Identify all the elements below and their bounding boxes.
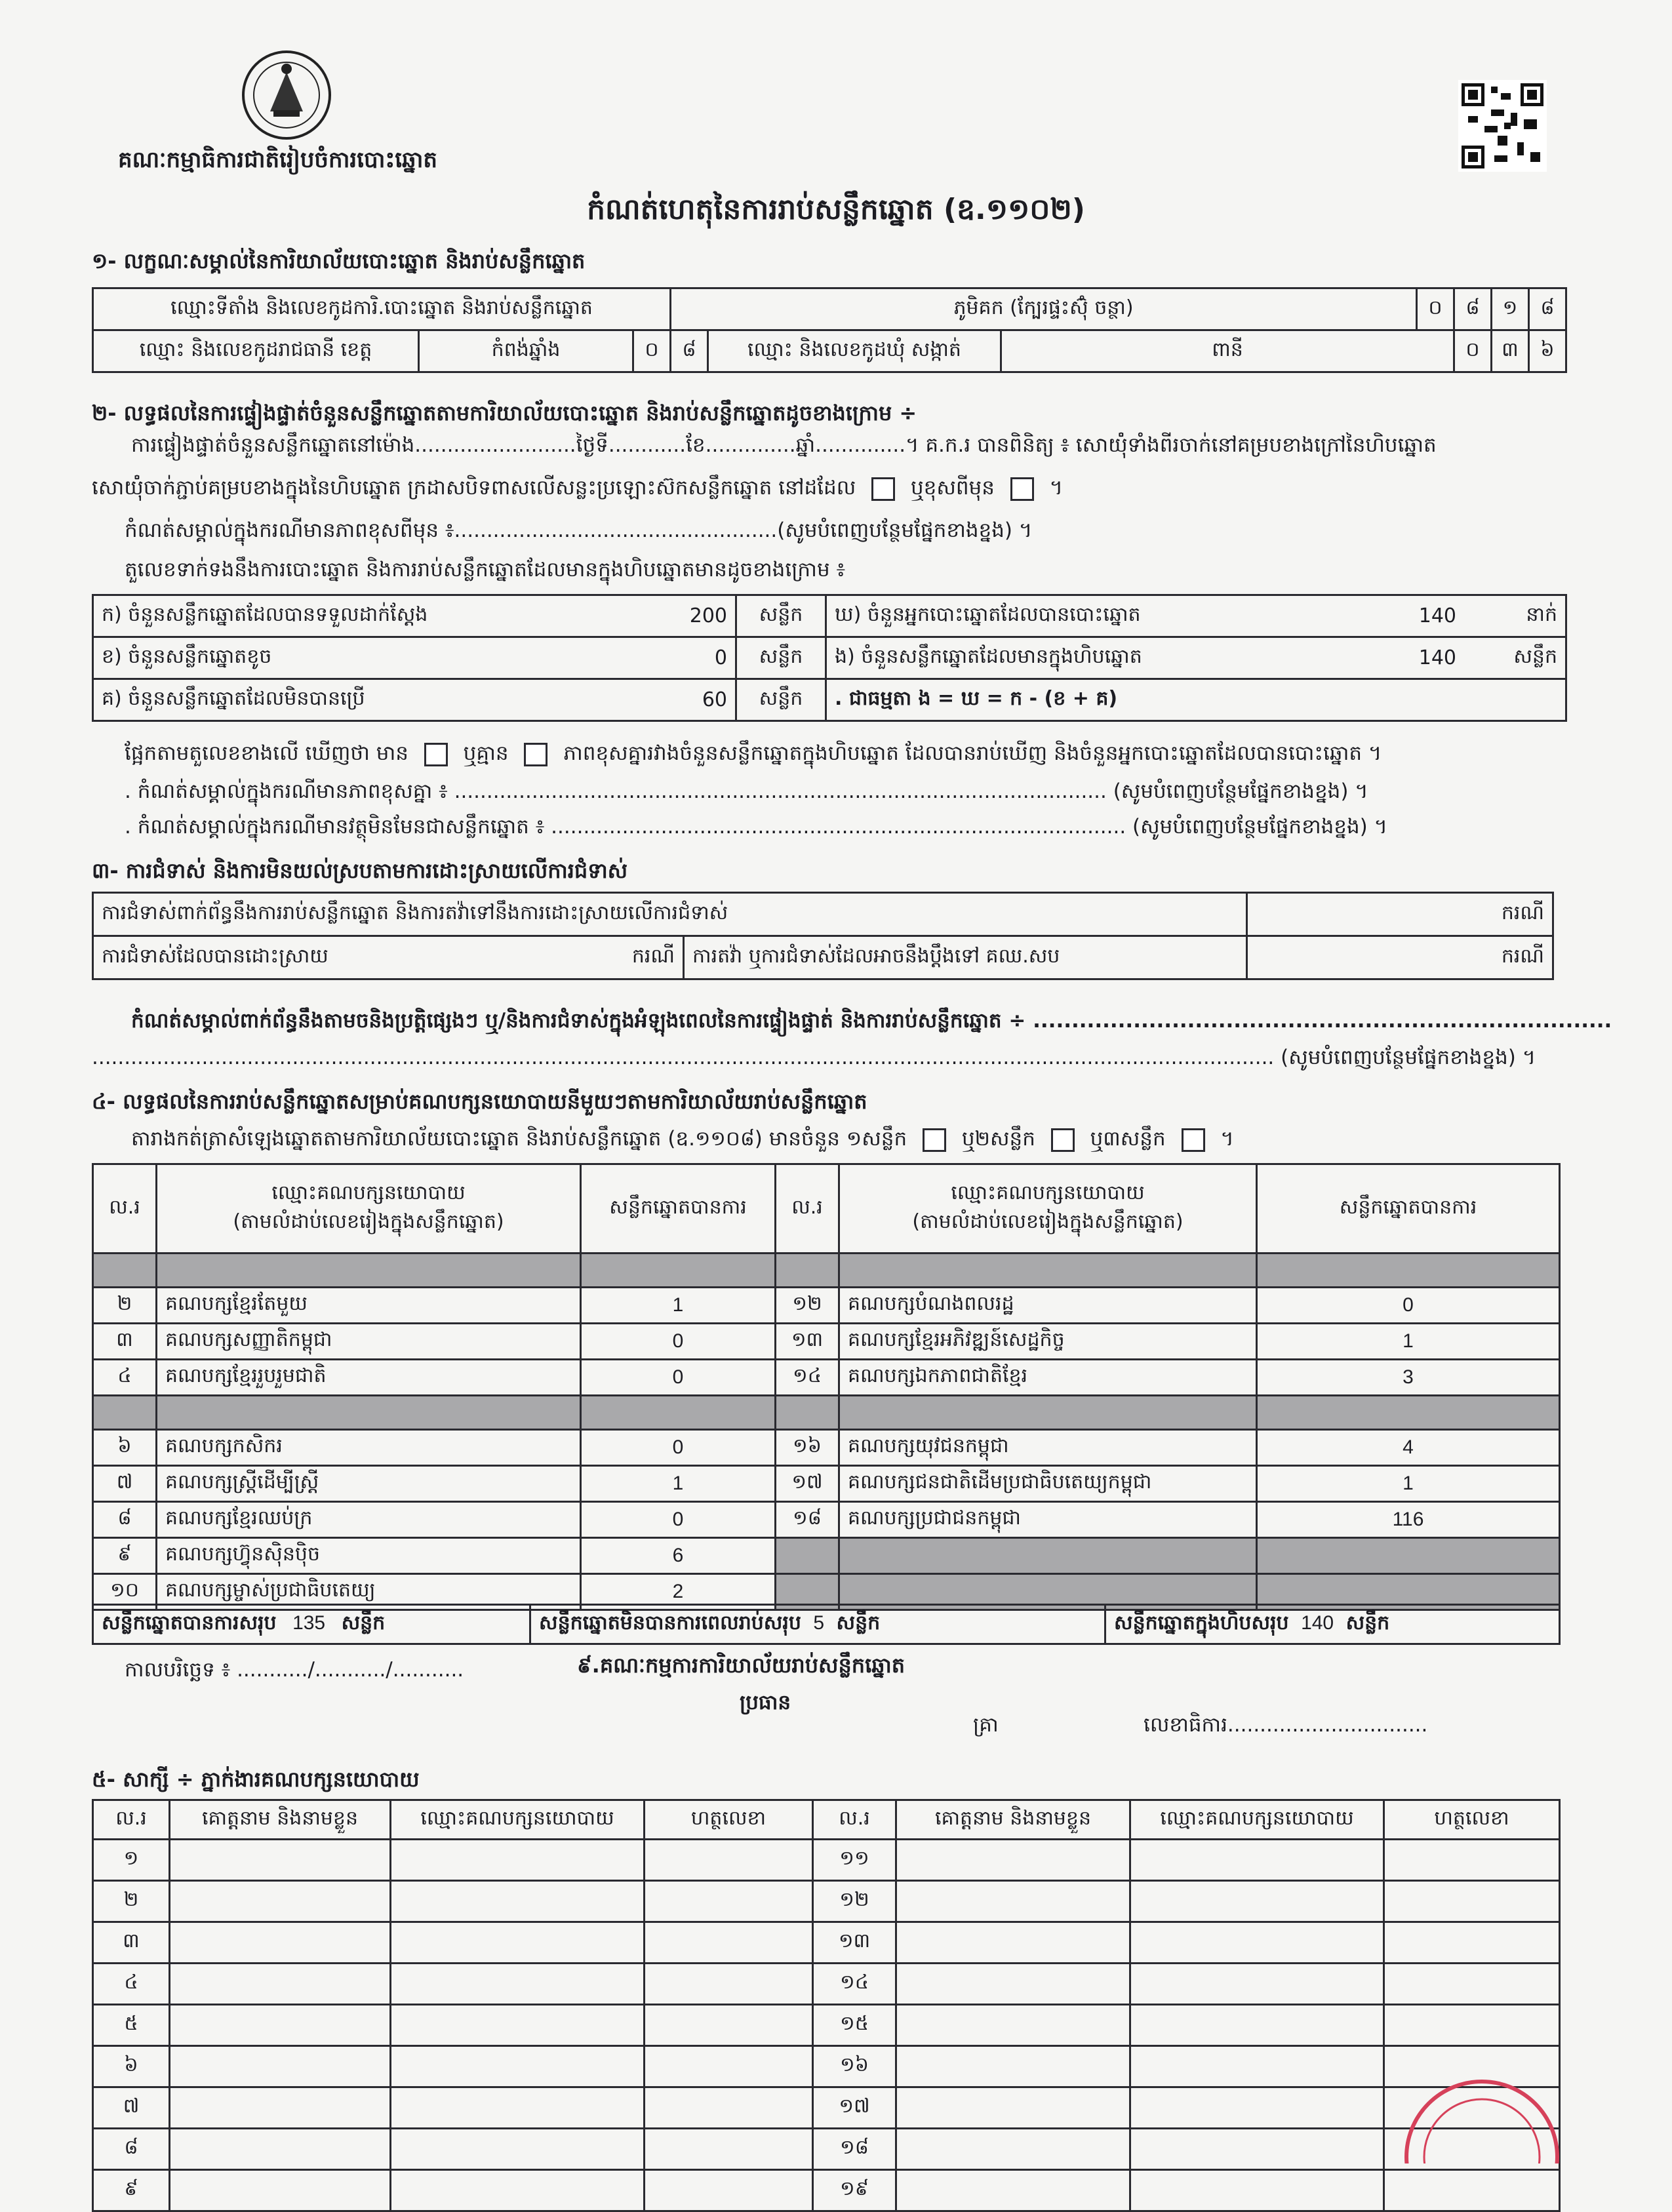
total-invalid-label: សន្លឹកឆ្នោតមិនបានការពេលរាប់សរុប bbox=[539, 1611, 801, 1634]
witness-name-field[interactable] bbox=[170, 2005, 391, 2046]
commune-value: ពានី bbox=[1001, 330, 1454, 372]
witness-party-field[interactable] bbox=[1130, 2046, 1384, 2087]
witness-col-no-right: ល.រ bbox=[813, 1800, 896, 1840]
total-box-unit: សន្លឹក bbox=[1345, 1611, 1390, 1634]
commune-code-digit: ៣ bbox=[1492, 330, 1529, 372]
tally-sheet-line bbox=[131, 1126, 1234, 1156]
party-votes: 0 bbox=[581, 1360, 776, 1396]
col-votes-header: សន្លឹកឆ្នោតបានការ bbox=[581, 1164, 776, 1254]
witness-col-sign-right: ហត្ថលេខា bbox=[1384, 1800, 1560, 1840]
discrepancy-line bbox=[125, 741, 1382, 770]
count-b-unit: សន្លឹក bbox=[736, 637, 826, 679]
complaints-label: ការជំទាស់ពាក់ព័ន្ធនឹងការរាប់សន្លឹកឆ្នោត និងការតវ៉ាទៅនឹងការដោះស្រាយលើការជំទាស់ bbox=[93, 893, 1247, 936]
witness-number: ៧ bbox=[93, 2087, 170, 2129]
count-c-unit: សន្លឹក bbox=[736, 679, 826, 721]
witness-row bbox=[93, 1881, 1560, 1922]
resolved-label: ការជំទាស់ដែលបានដោះស្រាយ bbox=[93, 936, 569, 979]
total-invalid-value: 5 bbox=[813, 1611, 825, 1634]
party-votes bbox=[1257, 1254, 1560, 1288]
witness-number: ៥ bbox=[93, 2005, 170, 2046]
witness-number: ១២ bbox=[813, 1881, 896, 1922]
party-votes: 1 bbox=[1257, 1324, 1560, 1360]
seal-check-line bbox=[92, 475, 1063, 505]
witness-name-field[interactable] bbox=[896, 2129, 1130, 2170]
one-sheet-checkbox[interactable] bbox=[923, 1128, 946, 1152]
count-e-label: ង) ចំនួនសន្លឹកឆ្នោតដែលមានក្នុងហិបឆ្នោត bbox=[826, 637, 1397, 679]
party-number: ១៣ bbox=[776, 1324, 839, 1360]
witness-number: ១ bbox=[93, 1840, 170, 1881]
foreign-object-note-line: . កំណត់សម្គាល់ក្នុងករណីមានវត្ថុមិនមែនជាសន្លឹកឆ្នោត ៖ ......................................................................................... (សូមបំពេញបន្ថែមផ្នែកខាងខ្នង) ។ bbox=[125, 815, 1388, 839]
count-formula: . ជាធម្មតា ង = ឃ = ក - (ខ + គ) bbox=[826, 679, 1566, 721]
count-c-label: គ) ចំនួនសន្លឹកឆ្នោតដែលមិនបានប្រើ bbox=[93, 679, 635, 721]
commune-code-digit: ០ bbox=[1454, 330, 1492, 372]
party-name: គណបក្សខ្មែររួបរួមជាតិ bbox=[157, 1360, 581, 1396]
tally-sheet-text: តារាងកត់ត្រាសំឡេងឆ្នោតតាមការិយាល័យបោះឆ្នោត និងរាប់សន្លឹកឆ្នោត (ឧ.១១០៨) មានចំនួន ១សន្លឹក bbox=[131, 1127, 907, 1151]
three-sheets-checkbox[interactable] bbox=[1182, 1128, 1205, 1152]
party-number: ៣ bbox=[93, 1324, 157, 1360]
col-party-header-sub: (តាមលំដាប់លេខរៀងក្នុងសន្លឹកឆ្នោត) bbox=[233, 1210, 504, 1233]
committee-title: ៩.គណៈកម្មការការិយាល័យរាប់សន្លឹកឆ្នោត bbox=[577, 1653, 906, 1678]
unchanged-checkbox[interactable] bbox=[871, 477, 895, 501]
no-discrepancy-checkbox[interactable] bbox=[524, 743, 547, 766]
party-name: គណបក្សម្ចាស់ប្រជាធិបតេយ្យ bbox=[157, 1574, 581, 1610]
count-b-label: ខ) ចំនួនសន្លឹកឆ្នោតខូច bbox=[93, 637, 635, 679]
commission-emblem bbox=[237, 46, 336, 144]
witness-name-field[interactable] bbox=[170, 1840, 391, 1881]
party-number: ២ bbox=[93, 1288, 157, 1324]
count-d-value: 140 bbox=[1396, 595, 1464, 637]
tally-period-text: ។ bbox=[1220, 1127, 1234, 1151]
total-valid-unit: សន្លឹក bbox=[341, 1611, 386, 1634]
witness-col-party-right: ឈ្មោះគណបក្សនយោបាយ bbox=[1130, 1800, 1384, 1840]
witness-name-field[interactable] bbox=[170, 2087, 391, 2129]
party-name: គណបក្សស្ត្រីដើម្បីស្ត្រី bbox=[157, 1466, 581, 1502]
party-number: ១៦ bbox=[776, 1430, 839, 1466]
discrepancy-desc-text: ភាពខុសគ្នារវាងចំនួនសន្លឹកឆ្នោតក្នុងហិបឆ្នោត ដែលបានរាប់ឃើញ និងចំនួនអ្នកបោះឆ្នោតដែលបានបោះឆ្នោត ។ bbox=[563, 741, 1382, 765]
witness-signature-field[interactable] bbox=[645, 2005, 813, 2046]
qr-code-icon bbox=[1458, 80, 1547, 172]
witness-name-field[interactable] bbox=[896, 1964, 1130, 2005]
col-no-header: ល.រ bbox=[93, 1164, 157, 1254]
party-name: គណបក្សឯកភាពជាតិខ្មែរ bbox=[839, 1360, 1257, 1396]
party-number bbox=[776, 1254, 839, 1288]
counts-table bbox=[92, 594, 1567, 722]
complaints-unit: ករណី bbox=[1247, 893, 1553, 936]
col-party-header-text: ឈ្មោះគណបក្សនយោបាយ bbox=[271, 1181, 466, 1204]
period-text: ។ bbox=[1049, 476, 1064, 500]
result-row bbox=[93, 1288, 1560, 1324]
col-party-header-right bbox=[839, 1164, 1257, 1254]
witness-row bbox=[93, 2129, 1560, 2170]
total-box-cell bbox=[1105, 1605, 1560, 1644]
location-code-digit: ៨ bbox=[1454, 288, 1492, 330]
witness-party-field[interactable] bbox=[1130, 2170, 1384, 2211]
two-sheets-checkbox[interactable] bbox=[1051, 1128, 1075, 1152]
result-row bbox=[93, 1396, 1560, 1430]
result-row bbox=[93, 1324, 1560, 1360]
party-name: គណបក្សប្រជាជនកម្ពុជា bbox=[839, 1502, 1257, 1538]
witness-number: ៩ bbox=[93, 2170, 170, 2211]
witness-number: ២ bbox=[93, 1881, 170, 1922]
party-votes: 3 bbox=[1257, 1360, 1560, 1396]
party-number: ១០ bbox=[93, 1574, 157, 1610]
col-party-header-right-text: ឈ្មោះគណបក្សនយោបាយ bbox=[951, 1181, 1145, 1204]
col-party-header-right-sub: (តាមលំដាប់លេខរៀងក្នុងសន្លឹកឆ្នោត) bbox=[912, 1210, 1184, 1233]
witness-name-field[interactable] bbox=[170, 2046, 391, 2087]
witness-row bbox=[93, 1840, 1560, 1881]
total-valid-value: 135 bbox=[292, 1611, 326, 1634]
witness-number: ១៣ bbox=[813, 1922, 896, 1964]
count-a-value: 200 bbox=[634, 595, 736, 637]
party-number: ១៨ bbox=[776, 1502, 839, 1538]
party-name: គណបក្សជនជាតិដើមប្រជាធិបតេយ្យកម្ពុជា bbox=[839, 1466, 1257, 1502]
party-name bbox=[839, 1396, 1257, 1430]
witness-party-field[interactable] bbox=[391, 1840, 645, 1881]
count-d-label: ឃ) ចំនួនអ្នកបោះឆ្នោតដែលបានបោះឆ្នោត bbox=[826, 595, 1397, 637]
party-votes: 0 bbox=[581, 1324, 776, 1360]
party-votes: 6 bbox=[581, 1538, 776, 1574]
witness-body bbox=[93, 1840, 1560, 2211]
result-row bbox=[93, 1502, 1560, 1538]
witness-name-field[interactable] bbox=[170, 1964, 391, 2005]
party-name bbox=[839, 1254, 1257, 1288]
party-number: ៧ bbox=[93, 1466, 157, 1502]
witness-row bbox=[93, 1964, 1560, 2005]
witness-name-field[interactable] bbox=[170, 1881, 391, 1922]
party-votes: 116 bbox=[1257, 1502, 1560, 1538]
witness-name-field[interactable] bbox=[896, 2005, 1130, 2046]
witness-name-field[interactable] bbox=[896, 2046, 1130, 2087]
discrepancy-none-text: ឬគ្មាន bbox=[463, 741, 509, 765]
count-a-label: ក) ចំនួនសន្លឹកឆ្នោតដែលបានទទួលដាក់ស្តែង bbox=[93, 595, 635, 637]
result-row bbox=[93, 1254, 1560, 1288]
party-votes: 0 bbox=[581, 1430, 776, 1466]
witness-party-field[interactable] bbox=[391, 1881, 645, 1922]
party-number bbox=[93, 1396, 157, 1430]
witness-name-field[interactable] bbox=[170, 2170, 391, 2211]
commune-label: ឈ្មោះ និងលេខកូដឃុំ សង្កាត់ bbox=[708, 330, 1001, 372]
commission-name: គណៈកម្មាធិការជាតិរៀបចំការបោះឆ្នោត bbox=[118, 147, 438, 173]
three-sheets-text: ឬ៣សន្លឹក bbox=[1090, 1127, 1166, 1151]
difference-note-line: កំណត់សម្គាល់ក្នុងករណីមានភាពខុសពីមុន ៖..................................................(សូមបំពេញបន្ថែមផ្នែកខាងខ្នង) ។ bbox=[125, 519, 1033, 542]
section1-title: ១- លក្ខណៈសម្គាល់នៃការិយាល័យបោះឆ្នោត និងរាប់សន្លឹកឆ្នោត bbox=[92, 248, 586, 273]
witness-signature-field[interactable] bbox=[645, 2170, 813, 2211]
party-votes bbox=[581, 1396, 776, 1430]
witness-party-field[interactable] bbox=[1130, 2005, 1384, 2046]
witness-party-field[interactable] bbox=[1130, 2129, 1384, 2170]
party-name: គណបក្សកសិករ bbox=[157, 1430, 581, 1466]
witness-name-field[interactable] bbox=[896, 2087, 1130, 2129]
witness-col-party: ឈ្មោះគណបក្សនយោបាយ bbox=[391, 1800, 645, 1840]
section1-table bbox=[92, 287, 1567, 373]
witness-number: ៤ bbox=[93, 1964, 170, 2005]
witness-number: ៣ bbox=[93, 1922, 170, 1964]
irregularity-note-line-2: ....................................................................................................................................................................................... (សូមបំពេញបន្ថែមផ្នែកខាងខ្នង) ។ bbox=[92, 1046, 1536, 1069]
province-code-digit: ០ bbox=[633, 330, 671, 372]
secretary-label: លេខាធិការ............................... bbox=[1144, 1713, 1428, 1737]
appeal-unit: ករណី bbox=[1247, 936, 1553, 979]
member-label: គ្រា bbox=[973, 1713, 999, 1737]
count-e-value: 140 bbox=[1396, 637, 1464, 679]
party-votes: 1 bbox=[1257, 1466, 1560, 1502]
witness-signature-field[interactable] bbox=[645, 1881, 813, 1922]
results-table bbox=[92, 1163, 1561, 1611]
party-number: ១៧ bbox=[776, 1466, 839, 1502]
witness-party-field[interactable] bbox=[1130, 1840, 1384, 1881]
province-value: កំពង់ឆ្នាំង bbox=[419, 330, 633, 372]
party-votes: 2 bbox=[581, 1574, 776, 1610]
party-number: ៨ bbox=[93, 1502, 157, 1538]
party-votes: 1 bbox=[581, 1288, 776, 1324]
witness-col-name-right: គោត្តនាម និងនាមខ្លួន bbox=[896, 1800, 1130, 1840]
discrepancy-has-text: ផ្អែកតាមតួលេខខាងលើ ឃើញថា មាន bbox=[125, 741, 408, 765]
date-line: កាលបរិច្ឆេទ ៖ .........../.........../........... bbox=[125, 1658, 464, 1682]
witness-number: ១៩ bbox=[813, 2170, 896, 2211]
witness-number: ១៨ bbox=[813, 2129, 896, 2170]
total-valid-label: សន្លឹកឆ្នោតបានការសរុប bbox=[102, 1611, 277, 1634]
col-no-header-right: ល.រ bbox=[776, 1164, 839, 1254]
total-invalid-cell bbox=[530, 1605, 1105, 1644]
location-code-digit: ៨ bbox=[1529, 288, 1566, 330]
changed-text: ឬខុសពីមុន bbox=[910, 476, 995, 500]
party-name: គណបក្សហ៊្វុនស៊ិនប៉ិច bbox=[157, 1538, 581, 1574]
section2-title: ២- លទ្ធផលនៃការផ្ទៀងផ្ទាត់ចំនួនសន្លឹកឆ្នោតតាមការិយាល័យបោះឆ្នោត និងរាប់សន្លឹកឆ្នោតដូចខាងក្រោម ÷ bbox=[92, 401, 917, 425]
party-votes: 4 bbox=[1257, 1430, 1560, 1466]
total-valid-cell bbox=[93, 1605, 530, 1644]
witness-party-field[interactable] bbox=[391, 2170, 645, 2211]
location-label: ឈ្មោះទីតាំង និងលេខកូដការិ.បោះឆ្នោត និងរាប់សន្លឹកឆ្នោត bbox=[93, 288, 671, 330]
witness-party-field[interactable] bbox=[1130, 1922, 1384, 1964]
witness-col-no: ល.រ bbox=[93, 1800, 170, 1840]
witness-party-field[interactable] bbox=[391, 1964, 645, 2005]
official-stamp bbox=[1403, 2059, 1561, 2163]
witness-table bbox=[92, 1799, 1561, 2212]
witness-number: ១៤ bbox=[813, 1964, 896, 2005]
witness-name-field[interactable] bbox=[896, 1922, 1130, 1964]
witness-party-field[interactable] bbox=[391, 2129, 645, 2170]
count-e-unit: សន្លឹក bbox=[1464, 637, 1566, 679]
witness-row bbox=[93, 2046, 1560, 2087]
province-label: ឈ្មោះ និងលេខកូដរាជធានី ខេត្ត bbox=[93, 330, 419, 372]
witness-party-field[interactable] bbox=[391, 1922, 645, 1964]
irregularity-note-line: កំណត់សម្គាល់ពាក់ព័ន្ធនឹងតាមចនិងប្រត្តិផ្សេងៗ ឬ/និងការជំទាស់ក្នុងអំឡុងពេលនៃការផ្ទៀងផ្ទាត់ និងការរាប់សន្លឹកឆ្នោត ÷ ........................................................................... bbox=[131, 1009, 1612, 1033]
total-box-value: 140 bbox=[1301, 1611, 1334, 1634]
result-row bbox=[93, 1430, 1560, 1466]
count-c-value: 60 bbox=[634, 679, 736, 721]
witness-name-field[interactable] bbox=[170, 1922, 391, 1964]
witness-name-field[interactable] bbox=[896, 1881, 1130, 1922]
witness-number: ៦ bbox=[93, 2046, 170, 2087]
changed-checkbox[interactable] bbox=[1010, 477, 1034, 501]
party-name: គណបក្សសញ្ញាតិកម្ពុជា bbox=[157, 1324, 581, 1360]
witness-row bbox=[93, 2170, 1560, 2211]
party-name: គណបក្សយុវជនកម្ពុជា bbox=[839, 1430, 1257, 1466]
party-number bbox=[776, 1396, 839, 1430]
witness-row bbox=[93, 2005, 1560, 2046]
location-code-digit: ០ bbox=[1417, 288, 1454, 330]
party-votes bbox=[581, 1254, 776, 1288]
total-invalid-unit: សន្លឹក bbox=[836, 1611, 881, 1634]
party-votes: 1 bbox=[581, 1466, 776, 1502]
col-votes-header-right: សន្លឹកឆ្នោតបានការ bbox=[1257, 1164, 1560, 1254]
witness-number: ១៦ bbox=[813, 2046, 896, 2087]
witness-number: ១៧ bbox=[813, 2087, 896, 2129]
commune-code-digit: ៦ bbox=[1529, 330, 1566, 372]
party-name bbox=[839, 1538, 1257, 1574]
count-a-unit: សន្លឹក bbox=[736, 595, 826, 637]
witness-name-field[interactable] bbox=[896, 2170, 1130, 2211]
results-body bbox=[93, 1254, 1560, 1610]
witness-signature-field[interactable] bbox=[1384, 1964, 1560, 2005]
party-number: ៦ bbox=[93, 1430, 157, 1466]
party-name bbox=[157, 1254, 581, 1288]
witness-signature-field[interactable] bbox=[1384, 2005, 1560, 2046]
witness-signature-field[interactable] bbox=[645, 2129, 813, 2170]
witness-party-field[interactable] bbox=[391, 2046, 645, 2087]
result-row bbox=[93, 1466, 1560, 1502]
party-name bbox=[157, 1396, 581, 1430]
resolved-unit: ករណី bbox=[568, 936, 684, 979]
party-name: គណបក្សបំណងពលរដ្ឋ bbox=[839, 1288, 1257, 1324]
witness-signature-field[interactable] bbox=[645, 1922, 813, 1964]
witness-name-field[interactable] bbox=[170, 2129, 391, 2170]
witness-signature-field[interactable] bbox=[1384, 1922, 1560, 1964]
witness-party-field[interactable] bbox=[391, 2005, 645, 2046]
witness-signature-field[interactable] bbox=[645, 1840, 813, 1881]
province-code-digit: ៨ bbox=[671, 330, 708, 372]
witness-row bbox=[93, 1922, 1560, 1964]
party-number: ១២ bbox=[776, 1288, 839, 1324]
complaints-table bbox=[92, 892, 1554, 980]
witness-party-field[interactable] bbox=[1130, 1881, 1384, 1922]
figures-intro-line: តួលេខទាក់ទងនឹងការបោះឆ្នោត និងការរាប់សន្លឹកឆ្នោតដែលមានក្នុងហិបឆ្នោតមានដូចខាងក្រោម ៖ bbox=[125, 558, 846, 582]
witness-signature-field[interactable] bbox=[1384, 2170, 1560, 2211]
party-number bbox=[776, 1538, 839, 1574]
party-number: ៩ bbox=[93, 1538, 157, 1574]
party-name: គណបក្សខ្មែរឈប់ក្រ bbox=[157, 1502, 581, 1538]
discrepancy-note-line: . កំណត់សម្គាល់ក្នុងករណីមានភាពខុសគ្នា ៖ ..................................................................................................... (សូមបំពេញបន្ថែមផ្នែកខាងខ្នង) ។ bbox=[125, 780, 1368, 803]
location-value: ភូមិគក (ក្បែរផ្ទះស៊ុំ ចន្ថា) bbox=[671, 288, 1417, 330]
party-name: គណបក្សខ្មែរអភិវឌ្ឍន៍សេដ្ឋកិច្ច bbox=[839, 1324, 1257, 1360]
party-number: ៤ bbox=[93, 1360, 157, 1396]
section4-title: ៤- លទ្ធផលនៃការរាប់សន្លឹកឆ្នោតសម្រាប់គណបក្សនយោបាយនីមួយៗតាមការិយាល័យរាប់សន្លឹកឆ្នោត bbox=[92, 1089, 867, 1114]
total-box-label: សន្លឹកឆ្នោតក្នុងហិបសរុប bbox=[1114, 1611, 1289, 1634]
party-votes bbox=[1257, 1538, 1560, 1574]
count-d-unit: នាក់ bbox=[1464, 595, 1566, 637]
totals-table bbox=[92, 1604, 1561, 1645]
witness-number: ១៥ bbox=[813, 2005, 896, 2046]
verification-time-line: ការផ្ទៀងផ្ទាត់ចំនួនសន្លឹកឆ្នោតនៅម៉ោង.........................ថ្ងៃទី............ខែ..............ឆ្នាំ..............។ គ.ក.រ បានពិនិត្យ ៖ សោយ៉ុំទាំងពីរចាក់នៅគម្របខាងក្រៅនៃហិបឆ្នោត bbox=[131, 433, 1437, 457]
witness-signature-field[interactable] bbox=[645, 1964, 813, 2005]
result-row bbox=[93, 1538, 1560, 1574]
witness-row bbox=[93, 2087, 1560, 2129]
party-votes bbox=[1257, 1396, 1560, 1430]
witness-col-name: គោត្តនាម និងនាមខ្លួន bbox=[170, 1800, 391, 1840]
col-party-header bbox=[157, 1164, 581, 1254]
party-number bbox=[93, 1254, 157, 1288]
party-votes: 0 bbox=[581, 1502, 776, 1538]
witness-signature-field[interactable] bbox=[645, 2046, 813, 2087]
witness-party-field[interactable] bbox=[391, 2087, 645, 2129]
form-title: កំណត់ហេតុនៃការរាប់សន្លឹកឆ្នោត (ឧ.១១០២) bbox=[587, 193, 1085, 226]
section5-title: ៥- សាក្សី ÷ ភ្នាក់ងារគណបក្សនយោបាយ bbox=[92, 1767, 420, 1792]
appeal-label: ការតវ៉ា ឬការជំទាស់ដែលអាចនឹងប្តឹងទៅ គឈ.សប bbox=[684, 936, 1247, 979]
two-sheets-text: ឬ២សន្លឹក bbox=[961, 1127, 1035, 1151]
party-name: គណបក្សខ្មែរតែមួយ bbox=[157, 1288, 581, 1324]
has-discrepancy-checkbox[interactable] bbox=[424, 743, 448, 766]
witness-number: ១១ bbox=[813, 1840, 896, 1881]
witness-signature-field[interactable] bbox=[645, 2087, 813, 2129]
location-code-digit: ១ bbox=[1492, 288, 1529, 330]
seal-check-text: សោយ៉ុំចាក់ភ្ជាប់គម្របខាងក្នុងនៃហិបឆ្នោត ក្រដាសបិទពាសលើសន្លះប្រឡោះស៊កសន្លឹកឆ្នោត នៅដដែល bbox=[92, 476, 856, 500]
party-votes: 0 bbox=[1257, 1288, 1560, 1324]
witness-col-sign: ហត្ថលេខា bbox=[645, 1800, 813, 1840]
witness-number: ៨ bbox=[93, 2129, 170, 2170]
witness-party-field[interactable] bbox=[1130, 2087, 1384, 2129]
count-b-value: 0 bbox=[634, 637, 736, 679]
witness-name-field[interactable] bbox=[896, 1840, 1130, 1881]
witness-party-field[interactable] bbox=[1130, 1964, 1384, 2005]
chair-label: ប្រធាន bbox=[740, 1691, 791, 1714]
witness-signature-field[interactable] bbox=[1384, 1881, 1560, 1922]
result-row bbox=[93, 1360, 1560, 1396]
section3-title: ៣- ការជំទាស់ និងការមិនយល់ស្របតាមការដោះស្រាយលើការជំទាស់ bbox=[92, 858, 628, 883]
witness-signature-field[interactable] bbox=[1384, 1840, 1560, 1881]
party-number: ១៤ bbox=[776, 1360, 839, 1396]
